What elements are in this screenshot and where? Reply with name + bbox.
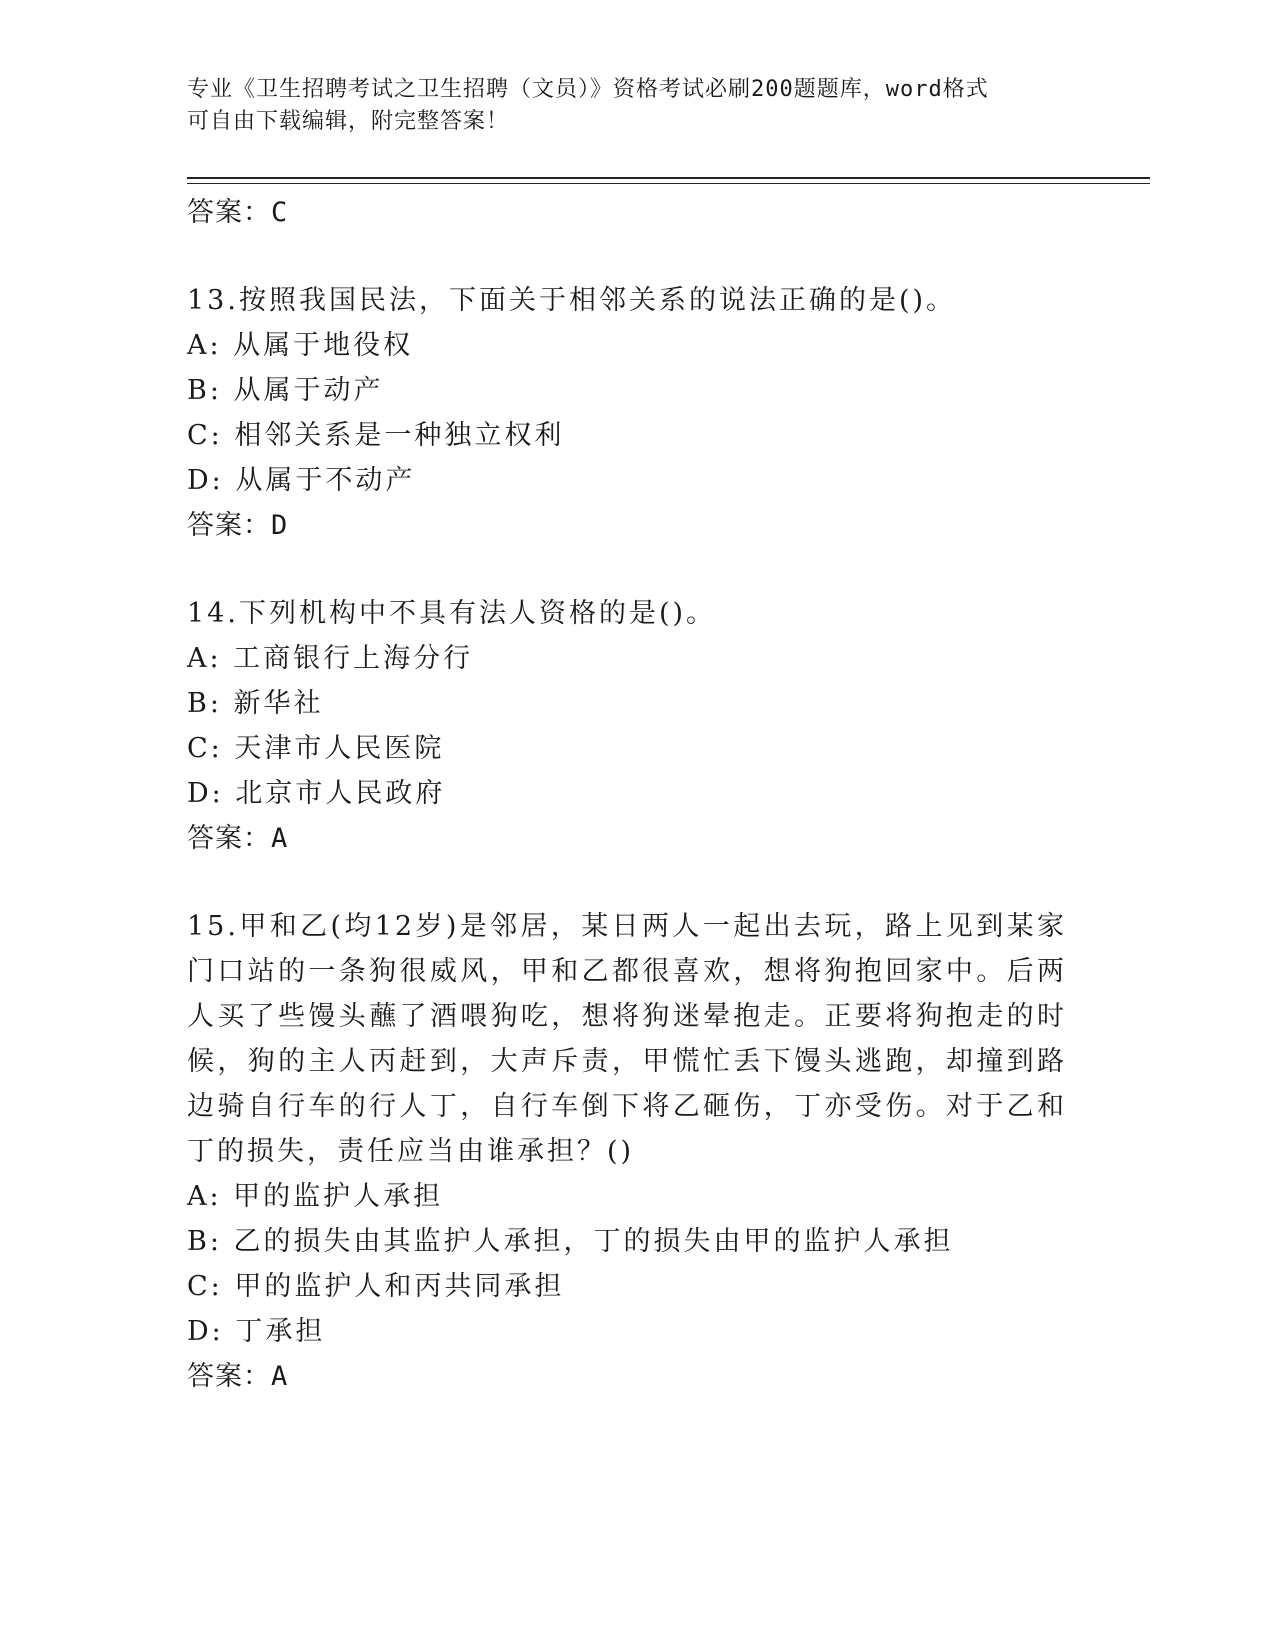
answer-value: A [271, 823, 289, 854]
option-b: B: 从属于动产 [187, 375, 384, 406]
option-c: C: 天津市人民医院 [187, 733, 445, 764]
question-block [187, 904, 1067, 1400]
option-d: D: 从属于不动产 [187, 465, 416, 496]
question-block [187, 278, 1067, 549]
question-text: 13.按照我国民法，下面关于相邻关系的说法正确的是()。 [187, 285, 957, 316]
header-divider [187, 177, 1150, 184]
answer-label: 答案： [187, 1361, 271, 1392]
answer-line [187, 816, 1067, 862]
answer-line [187, 1354, 1067, 1400]
answer-line [187, 503, 1067, 549]
option-b: B: 乙的损失由其监护人承担，丁的损失由甲的监护人承担 [187, 1226, 954, 1257]
option-b: B: 新华社 [187, 688, 324, 719]
header-title-line-2: 可自由下载编辑，附完整答案！ [187, 109, 510, 134]
question-text: 14.下列机构中不具有法人资格的是()。 [187, 598, 717, 629]
option-d: D: 丁承担 [187, 1316, 326, 1347]
option-c: C: 甲的监护人和丙共同承担 [187, 1271, 565, 1302]
option-c: C: 相邻关系是一种独立权利 [187, 420, 565, 451]
option-a: A: 从属于地役权 [187, 330, 414, 361]
answer-value: D [271, 510, 289, 541]
answer-line [187, 190, 1067, 236]
option-a: A: 工商银行上海分行 [187, 643, 474, 674]
answer-value: A [271, 1361, 289, 1392]
answer-value: C [271, 197, 289, 228]
question-text: 15.甲和乙(均12岁)是邻居，某日两人一起出去玩，路上见到某家门口站的一条狗很威风，甲和乙都很喜欢，想将狗抱回家中。后两人买了些馒头蘸了酒喂狗吃，想将狗迷晕抱走。正要将狗抱走的时候，狗的主人丙赶到，大声斥责，甲慌忙丢下馒头逃跑，却撞到路边骑自行车的行人丁，自行车倒下将乙砸伤，丁亦受伤。对于乙和丁的损失，责任应当由谁承担？() [187, 911, 1067, 1167]
answer-label: 答案： [187, 823, 271, 854]
answer-label: 答案： [187, 510, 271, 541]
option-d: D: 北京市人民政府 [187, 778, 446, 809]
option-a: A: 甲的监护人承担 [187, 1181, 444, 1212]
header-title-line-1: 专业《卫生招聘考试之卫生招聘（文员）》资格考试必刷200题题库，word格式 [187, 77, 989, 102]
answer-label: 答案： [187, 197, 271, 228]
question-block [187, 591, 1067, 862]
document-header [187, 74, 1087, 138]
document-body [187, 190, 1067, 1400]
